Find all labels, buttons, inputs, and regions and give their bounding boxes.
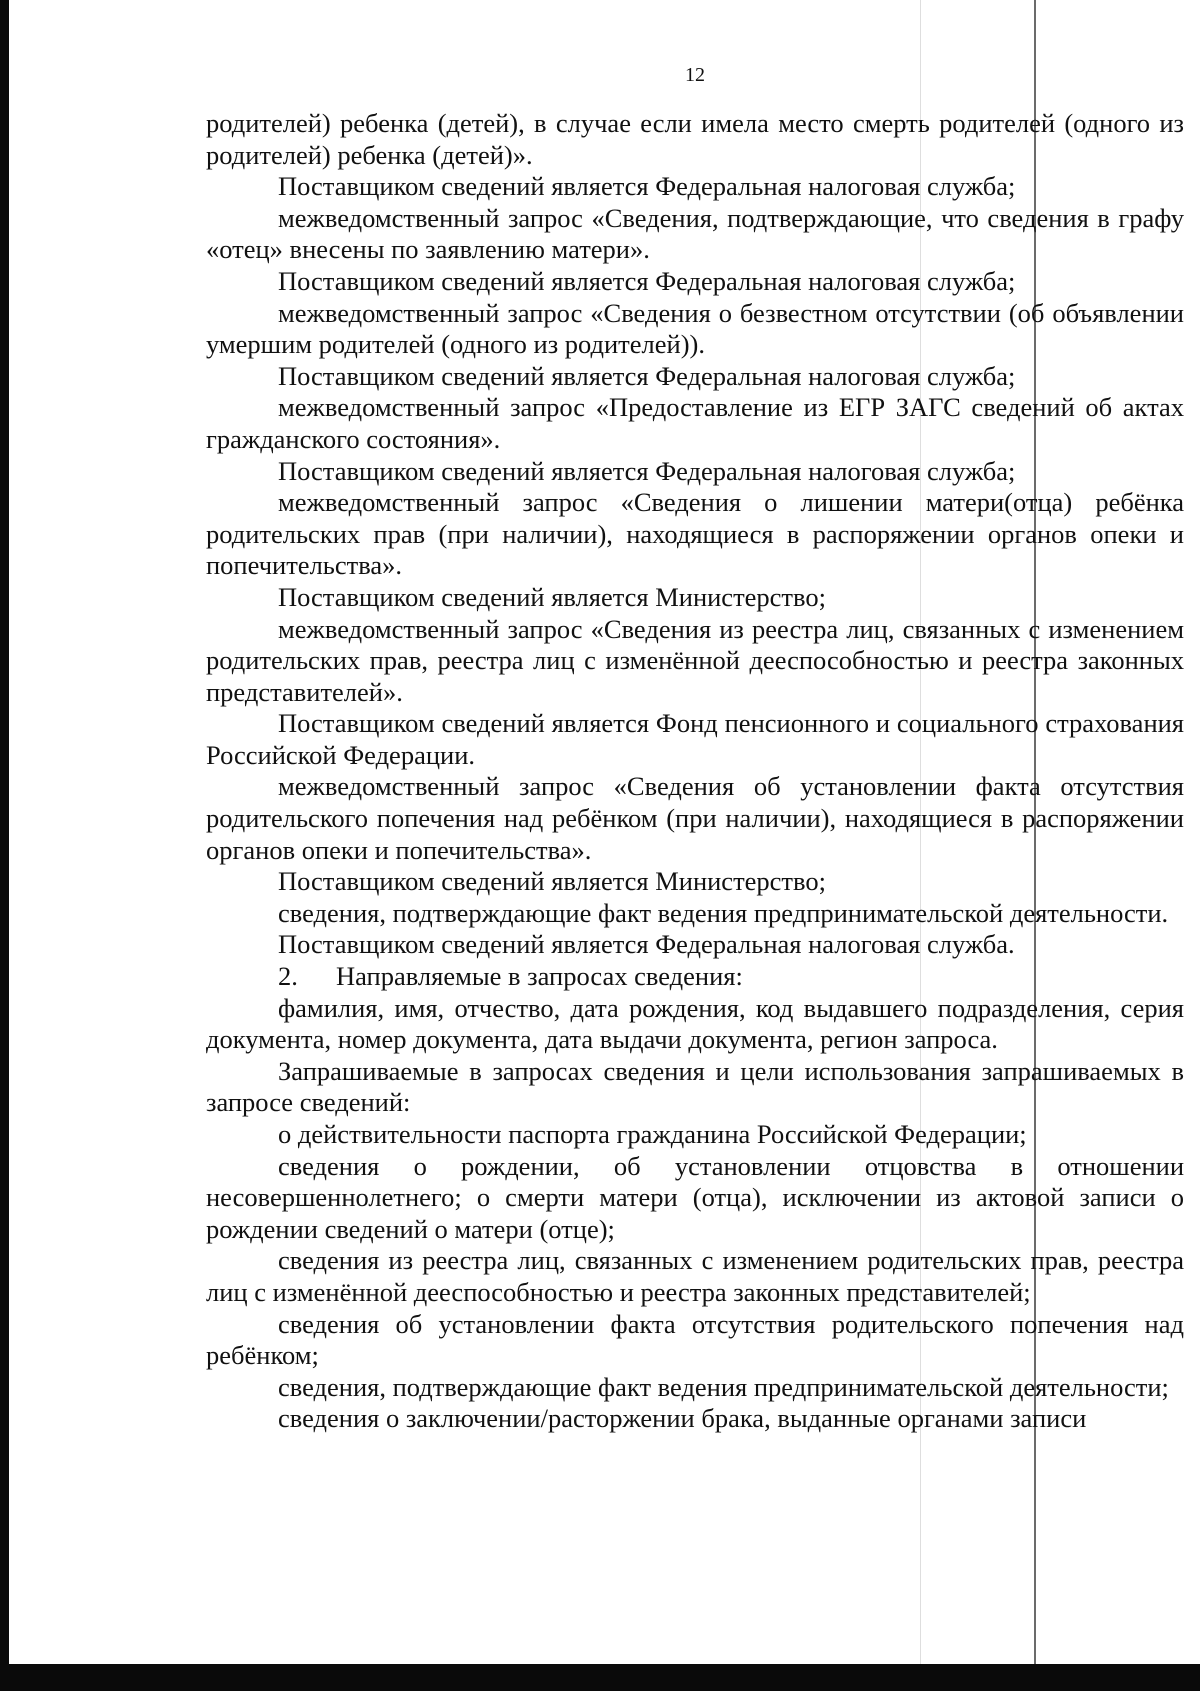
paragraph: межведомственный запрос «Предоставление из ЕГР ЗАГС сведений об актах гражданского состояния».	[206, 392, 1184, 454]
paragraph: Поставщиком сведений является Министерство;	[278, 581, 826, 612]
paragraph: сведения о заключении/расторжении брака, выданные органами записи	[278, 1403, 1087, 1434]
document-body	[206, 108, 1184, 1435]
item-number: 2.	[278, 961, 298, 992]
scan-border-left	[0, 0, 9, 1691]
paragraph: сведения о рождении, об установлении отцовства в отношении несовершеннолетнего; о смерти матери (отца), исключении из актовой записи о рождении сведений о матери (отце);	[206, 1150, 1184, 1244]
paragraph: межведомственный запрос «Сведения о безвестном отсутствии (об объявлении умершим родителей (одного из родителей)).	[206, 297, 1184, 360]
scan-border-bottom	[0, 1664, 1200, 1691]
numbered-item	[206, 961, 1184, 993]
paragraph: о действительности паспорта гражданина Российской Федерации;	[278, 1119, 1027, 1149]
paragraph: сведения из реестра лиц, связанных с изменением родительских прав, реестра лиц с изменённой дееспособностью и реестра законных представителей;	[206, 1245, 1184, 1307]
paragraph: сведения, подтверждающие факт ведения предпринимательской деятельности;	[278, 1371, 1169, 1402]
paragraph: Поставщиком сведений является Федеральная налоговая служба;	[278, 265, 1016, 296]
paragraph: Запрашиваемые в запросах сведения и цели использования запрашиваемых в запросе сведений:	[206, 1055, 1184, 1118]
paragraph: межведомственный запрос «Сведения, подтверждающие, что сведения в графу «отец» внесены по заявлению матери».	[206, 202, 1184, 265]
paragraph: фамилия, имя, отчество, дата рождения, код выдавшего подразделения, серия документа, номер документа, дата выдачи документа, регион запроса.	[206, 992, 1184, 1055]
paragraph: Поставщиком сведений является Федеральная налоговая служба;	[278, 171, 1016, 202]
item-text: Направляемые в запросах сведения:	[336, 961, 743, 992]
paragraph: Поставщиком сведений является Федеральная налоговая служба;	[278, 455, 1016, 486]
paragraph: межведомственный запрос «Сведения из реестра лиц, связанных с изменением родительских прав, реестра лиц с изменённой дееспособностью и реестра законных представителей».	[206, 613, 1184, 707]
paragraph: Поставщиком сведений является Федеральная налоговая служба.	[278, 929, 1015, 960]
page-number: 12	[685, 64, 705, 86]
paragraph: сведения об установлении факта отсутствия родительского попечения над ребёнком;	[206, 1308, 1184, 1371]
paragraph: родителей) ребенка (детей), в случае если имела место смерть родителей (одного из родителей) ребенка (детей)».	[206, 108, 1184, 170]
paragraph: Поставщиком сведений является Фонд пенсионного и социального страхования Российской Федерации.	[206, 708, 1184, 770]
paragraph: сведения, подтверждающие факт ведения предпринимательской деятельности.	[278, 897, 1169, 928]
paragraph: межведомственный запрос «Сведения об установлении факта отсутствия родительского попечения над ребёнком (при наличии), находящиеся в распоряжении органов опеки и попечительства».	[206, 771, 1184, 865]
paragraph: межведомственный запрос «Сведения о лишении матери(отца) ребёнка родительских прав (при наличии), находящиеся в распоряжении органов опеки и попечительства».	[206, 487, 1184, 581]
paragraph: Поставщиком сведений является Федеральная налоговая служба;	[278, 360, 1016, 391]
paragraph: Поставщиком сведений является Министерство;	[278, 866, 826, 897]
